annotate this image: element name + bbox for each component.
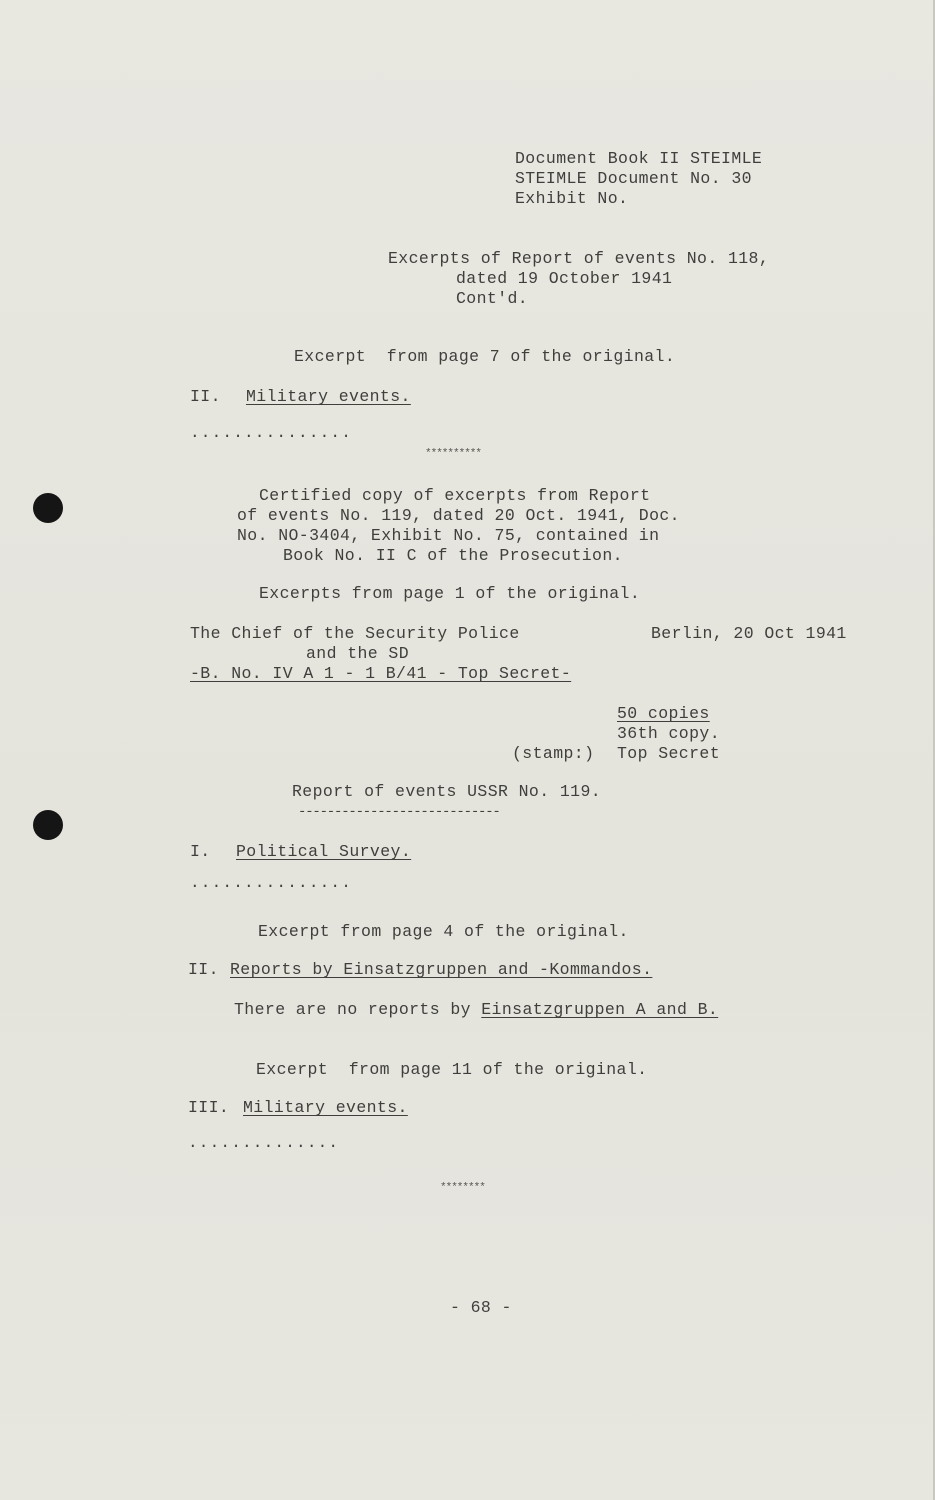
section-heading-military-events: Military events. — [243, 1098, 408, 1117]
report-title-rule: ---------------------------- — [298, 804, 500, 820]
excerpt-note-page4: Excerpt from page 4 of the original. — [258, 922, 629, 941]
section-numeral-iii: III. — [188, 1098, 230, 1117]
page-number: - 68 - — [450, 1298, 512, 1317]
excerpt-note-page7: Excerpt from page 7 of the original. — [294, 347, 676, 366]
sender-line1: The Chief of the Security Police — [190, 624, 520, 643]
stamp-label: (stamp:) — [512, 744, 595, 763]
report-title: Report of events USSR No. 119. — [292, 782, 602, 801]
certified-line1: Certified copy of excerpts from Report — [259, 486, 651, 505]
header-exhibit-line: Exhibit No. — [515, 189, 629, 208]
copy-number: 36th copy. — [617, 724, 721, 743]
section-heading-political-survey: Political Survey. — [236, 842, 412, 861]
header-document-line: STEIMLE Document No. 30 — [515, 169, 752, 188]
certified-line3: No. NO-3404, Exhibit No. 75, contained in — [237, 526, 660, 545]
sender-line2: and the SD — [306, 644, 410, 663]
reports-body — [234, 1000, 718, 1020]
asterisk-separator: ********** — [425, 448, 482, 460]
excerpts-title-line1: Excerpts of Report of events No. 118, — [388, 249, 770, 268]
excerpts-title-line2: dated 19 October 1941 — [456, 269, 673, 288]
excerpts-title-line3: Cont'd. — [456, 289, 529, 308]
certified-line4: Book No. II C of the Prosecution. — [283, 546, 623, 565]
certified-line2: of events No. 119, dated 20 Oct. 1941, Doc. — [237, 506, 680, 525]
section-numeral-i: I. — [190, 842, 211, 861]
ellipsis-row: ............... — [190, 424, 353, 442]
section-numeral-ii: II. — [190, 387, 221, 406]
place-date: Berlin, 20 Oct 1941 — [651, 624, 847, 643]
reports-body-groups: Einsatzgruppen A and B. — [481, 1000, 719, 1019]
section-numeral-ii: II. — [188, 960, 219, 979]
excerpt-note-page11: Excerpt from page 11 of the original. — [256, 1060, 648, 1079]
reference-number: -B. No. IV A 1 - 1 B/41 - Top Secret- — [190, 664, 572, 683]
stamp-text: Top Secret — [617, 744, 721, 763]
copies-count: 50 copies — [617, 704, 710, 723]
punch-hole-lower — [33, 810, 63, 840]
section-heading-military-events: Military events. — [246, 387, 411, 406]
header-book-line: Document Book II STEIMLE — [515, 149, 763, 168]
reports-body-text: There are no reports by — [234, 1000, 482, 1019]
ellipsis-row: ............... — [190, 874, 353, 892]
asterisk-separator: ******** — [440, 1182, 485, 1194]
ellipsis-row: .............. — [188, 1134, 340, 1152]
excerpt-note-page1: Excerpts from page 1 of the original. — [259, 584, 641, 603]
punch-hole-upper — [33, 493, 63, 523]
section-heading-reports: Reports by Einsatzgruppen and -Kommandos. — [230, 960, 653, 979]
